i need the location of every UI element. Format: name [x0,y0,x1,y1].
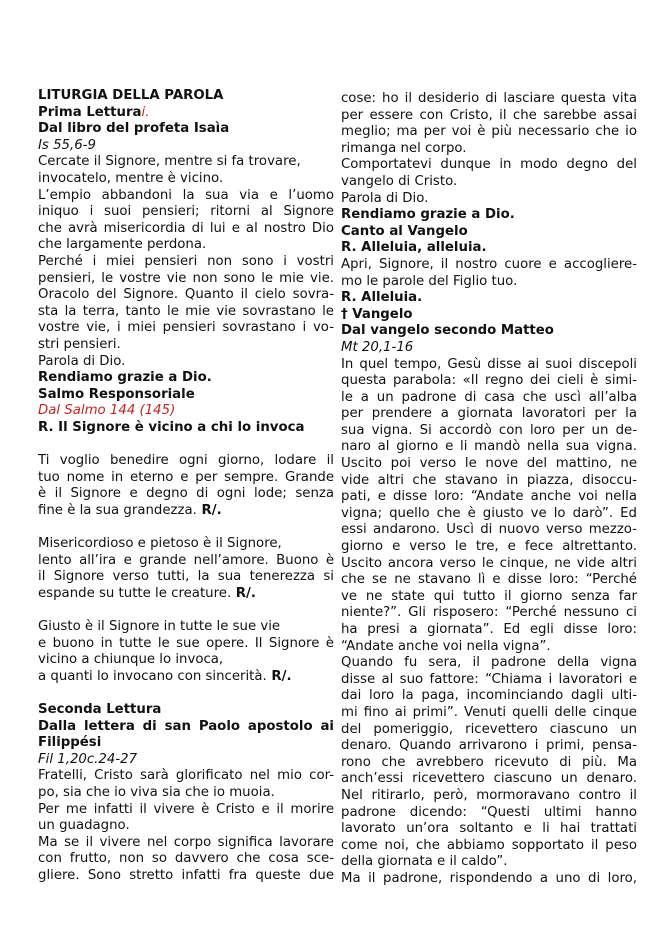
text-segment: per essere con Cristo, il che sarebbe assai [341,107,637,123]
response-marker: R/. [266,668,292,684]
left-line [38,702,334,719]
right-line [341,108,637,125]
right-line [341,755,637,772]
left-line [38,370,334,387]
right-line [341,771,637,788]
text-segment: che se ne stavano lì e disse loro: “Perché [341,572,637,588]
left-line [38,436,334,453]
right-line [341,357,637,374]
text-segment: In quel tempo, Gesù disse ai suoi discepoli [341,356,637,372]
right-line [341,854,637,871]
left-line [38,752,334,769]
left-column [38,88,334,885]
text-segment: pensieri, le vostre vie non sono le mie vie. [38,270,334,286]
text-segment: Prima Lettura [38,104,142,120]
text-segment: Ma se il vivere nel corpo significa lavorare [38,834,334,850]
response-marker: R/. [231,585,256,601]
text-segment: mo le parole del Figlio tuo. [341,273,518,289]
text-segment: † Vangelo [341,306,413,322]
right-line [341,655,637,672]
text-segment: lento all’ira e grande nell’amore. Buono è [38,552,334,568]
left-line [38,470,334,487]
left-line [38,685,334,702]
text-segment: Per me infatti il vivere è Cristo e il morire [38,801,334,817]
left-line [38,403,334,420]
text-segment: stri pensieri. [38,336,121,352]
text-segment: giorno e verso le tre, e fece altrettanto. [341,539,637,555]
text-segment: Dal vangelo secondo Matteo [341,323,554,339]
text-segment: Ti voglio benedire ogni giorno, lodare il [38,453,334,469]
right-line [341,688,637,705]
text-segment: è il Signore e degno di ogni lode; senza [38,486,334,502]
left-line [38,719,334,736]
right-line [341,605,637,622]
text-segment: Uscito poi verso le nove del mattino, ne [341,456,637,472]
text-segment: iniquo i suoi pensieri; ritorni al Signore [38,204,334,220]
right-line [341,722,637,739]
text-segment: Dal Salmo 144 (145) [38,403,176,419]
right-line [341,572,637,589]
left-line [38,536,334,553]
text-segment: Ma il padrone, rispondendo a uno di loro, [341,870,637,886]
text-segment: vicino a chiunque lo invoca, [38,652,224,668]
left-line [38,105,334,122]
left-line [38,254,334,271]
text-segment: Giusto è il Signore in tutte le sue vie [38,619,281,634]
right-line [341,323,637,340]
right-line [341,705,637,722]
text-segment: tuo nome in eterno e per sempre. Grande [38,469,334,485]
text-segment: della giornata e il caldo”. [341,854,508,870]
right-line [341,672,637,689]
text-segment: che largamente perdona. [38,237,207,253]
right-line [341,406,637,423]
text-segment: R. Alleluia. [341,290,423,306]
text-segment: come noi, che abbiamo sopportato il peso [341,837,637,853]
text-segment: naro al giorno e li mandò nella sua vigna. [341,439,637,455]
text-segment: gliere. Sono stretto infatti fra queste due [38,867,334,883]
left-line [38,387,334,404]
text-segment: un guadagno. [38,818,130,834]
right-line [341,240,637,257]
right-line [341,141,637,158]
left-line [38,121,334,138]
left-line [38,237,334,254]
text-segment: per prendere a giornata lavoratori per la [341,406,637,422]
left-line [38,636,334,653]
text-segment: Perché i miei pensieri non sono i vostri [38,253,334,269]
right-column [341,91,637,888]
text-segment: Parola di Dio. [341,190,429,206]
right-line [341,157,637,174]
left-line [38,204,334,221]
text-segment: e buono in tutte le sue opere. Il Signore è [38,635,334,651]
left-line [38,519,334,536]
text-segment: Seconda Lettura [38,701,162,717]
left-line [38,602,334,619]
text-segment: LITURGIA DELLA PAROLA [38,88,224,103]
right-line [341,207,637,224]
right-line [341,91,637,108]
left-line [38,171,334,188]
text-segment: Mt 20,1-16 [341,339,414,355]
text-segment: Cercate il Signore, mentre si fa trovare, [38,154,301,170]
left-line [38,486,334,503]
left-line [38,271,334,288]
text-segment: Fil 1,20c.24-27 [38,751,138,767]
right-line [341,224,637,241]
right-line [341,556,637,573]
text-segment: vangelo di Cristo. [341,173,458,189]
text-segment: meglio; ma per voi è più necessario che io [341,124,637,140]
text-segment: le a un padrone di casa che uscì all’alba [341,389,637,405]
left-line [38,221,334,238]
heading-suffix: i. [141,104,150,120]
left-line [38,619,334,636]
text-segment: sta la terra, tanto le mie vie sovrastano le [38,303,334,319]
left-line [38,287,334,304]
right-line [341,821,637,838]
left-line [38,735,334,752]
text-segment: dai loro la paga, incominciando dagli ulti- [341,688,637,704]
left-line [38,320,334,337]
text-segment: R. Alleluia, alleluia. [341,240,487,256]
text-segment: Nel ritirarlo, però, mormoravano contro il [341,787,637,803]
right-line [341,788,637,805]
text-segment: cose: ho il desiderio di lasciare questa vita [341,91,637,106]
left-line [38,503,334,520]
text-segment: lavorato un’ora soltanto e li hai trattati [341,821,637,837]
left-line [38,154,334,171]
right-line [341,257,637,274]
right-line [341,124,637,141]
left-line [38,586,334,603]
text-segment: rono che avrebbero ricevuto di più. Ma [341,754,637,770]
left-line [38,868,334,885]
text-segment: denaro. Quando arrivarono i primi, pensa- [341,738,637,754]
right-line [341,456,637,473]
left-line [38,569,334,586]
text-segment: po, sia che io viva sia che io muoia. [38,784,275,800]
right-line [341,274,637,291]
response-marker: R/. [196,502,222,518]
text-segment: essi andarono. Uscì di nuovo verso mezzo- [341,522,637,538]
right-line [341,639,637,656]
text-segment: ve ne state qui tutto il giorno senza far [341,588,637,604]
left-line [38,652,334,669]
text-segment: del pomeriggio, ricevettero ciascuno un [341,721,637,737]
left-line [38,354,334,371]
left-line [38,851,334,868]
text-segment: rimanga nel corpo. [341,140,467,156]
right-line [341,191,637,208]
left-line [38,453,334,470]
right-line [341,589,637,606]
right-line [341,423,637,440]
text-segment: Canto al Vangelo [341,223,468,239]
text-segment: padrone dicendo: “Questi ultimi hanno [341,804,637,820]
text-segment: questa parabola: «Il regno dei cieli è simi- [341,373,637,389]
text-segment: vigna; quello che è giusto ve lo darò”. Ed [341,505,637,521]
right-line [341,522,637,539]
text-segment: anch’essi ricevettero ciascuno un denaro. [341,771,637,787]
text-segment: L’empio abbandoni la sua via e l’uomo [38,187,334,203]
right-line [341,439,637,456]
left-line [38,88,334,105]
right-line [341,340,637,357]
text-segment: Fratelli, Cristo sarà glorificato nel mio cor- [38,768,334,784]
left-line [38,768,334,785]
text-segment: vostre vie, i miei pensieri sovrastano i vo- [38,320,334,336]
left-line [38,835,334,852]
text-segment: Is 55,6-9 [38,137,96,153]
text-segment: Oracolo del Signore. Quanto il cielo sovra- [38,287,334,303]
text-segment: Quando fu sera, il padrone della vigna [341,655,637,671]
right-line [341,838,637,855]
text-segment: Rendiamo grazie a Dio. [38,370,212,386]
text-segment: “Andate anche voi nella vigna”. [341,638,551,654]
right-line [341,473,637,490]
text-segment: Parola di Dio. [38,353,126,369]
text-segment: il Signore verso tutti, la sua tenerezza si [38,569,334,585]
right-line [341,390,637,407]
right-line [341,506,637,523]
text-segment: pati, e disse loro: “Andate anche voi nella [341,489,637,505]
text-segment: vide altri che stavano in piazza, disoccu- [341,472,637,488]
text-segment: Dal libro del profeta Isaìa [38,121,230,137]
text-segment: niente?”. Gli risposero: “Perché nessuno ci [341,605,637,621]
right-line [341,805,637,822]
text-segment: che avrà misericordia di lui e al nostro Dio [38,220,334,236]
text-segment: sua vigna. Si accordò con loro per un de- [341,422,637,438]
left-line [38,188,334,205]
text-segment: Rendiamo grazie a Dio. [341,207,515,223]
left-line [38,337,334,354]
right-line [341,539,637,556]
right-line [341,489,637,506]
text-segment: disse al suo fattore: “Chiama i lavoratori e [341,671,637,687]
right-line [341,290,637,307]
text-segment: espande su tutte le creature. [38,585,232,601]
left-line [38,818,334,835]
text-segment: fine è la sua grandezza. [38,502,197,518]
text-segment: Filippési [38,735,102,751]
left-line [38,304,334,321]
text-segment: Uscito ancora verso le cinque, ne vide altri [341,555,637,571]
text-segment: Misericordioso e pietoso è il Signore, [38,536,282,552]
text-segment: Dalla lettera di san Paolo apostolo ai [38,718,334,734]
text-segment: a quanti lo invocano con sincerità. [38,668,267,684]
text-segment: Apri, Signore, il nostro cuore e accogliere- [341,256,637,272]
left-line [38,669,334,686]
right-line [341,738,637,755]
text-segment: ha presi a giornata”. Ed egli disse loro: [341,622,637,637]
text-segment: R. Il Signore è vicino a chi lo invoca [38,419,305,435]
left-line [38,553,334,570]
right-line [341,871,637,888]
right-line [341,307,637,324]
text-segment: mi fino ai primi”. Venuti quelli delle cinque [341,704,637,720]
text-segment: con frutto, non so davvero che cosa sce- [38,851,334,867]
left-line [38,420,334,437]
text-segment: Salmo Responsoriale [38,386,195,402]
right-line [341,174,637,191]
right-line [341,622,637,639]
left-line [38,785,334,802]
right-line [341,373,637,390]
left-line [38,138,334,155]
text-segment: Comportatevi dunque in modo degno del [341,157,637,173]
left-line [38,802,334,819]
text-segment: invocatelo, mentre è vicino. [38,170,224,186]
